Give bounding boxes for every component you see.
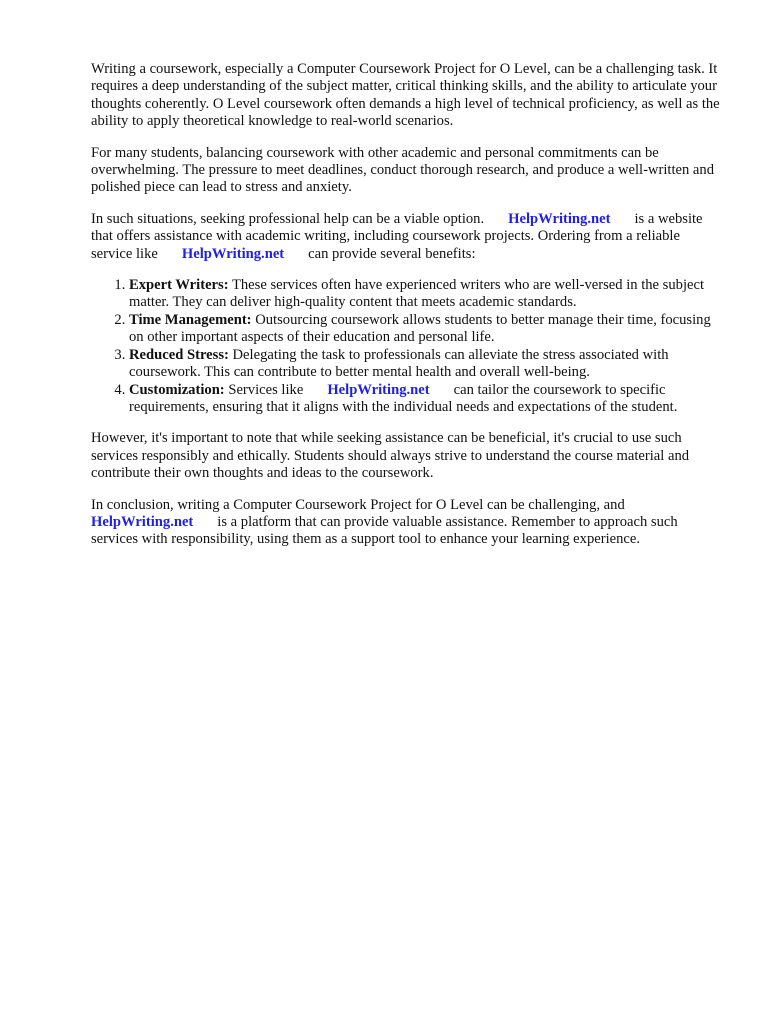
help-paragraph — [91, 211, 723, 263]
document-page — [91, 61, 723, 563]
intro-paragraph: Writing a coursework, especially a Computer Coursework Project for O Level, can be a challenging task. It requires a deep understanding of the subject matter, critical thinking skills, and the ability to articulate your thoughts coherently. O Level coursework often demands a high level of technical proficiency, as well as the ability to apply theoretical knowledge to real-world scenarios. — [91, 61, 720, 130]
caution-paragraph: However, it's important to note that while seeking assistance can be beneficial, it's crucial to use such services responsibly and ethically. Students should always strive to understand the course material and contribute their own thoughts and ideas to the coursework. — [91, 430, 690, 482]
list-item — [129, 347, 723, 382]
benefit-text: Delegating the task to professionals can alleviate the stress associated with coursework. This can contribute to better mental health and overall well-being. — [129, 346, 669, 381]
conclusion-paragraph — [91, 497, 723, 549]
benefit-term: Reduced Stress: — [129, 346, 229, 363]
help-paragraph-text-start: In such situations, seeking professional help can be a viable option. — [91, 210, 485, 227]
benefit-term: Time Management: — [129, 311, 252, 328]
list-item — [129, 277, 723, 312]
pressure-paragraph: For many students, balancing coursework with other academic and personal commitments can be overwhelming. The pressure to meet deadlines, conduct thorough research, and produce a well-written and polished piece can lead to stress and anxiety. — [91, 144, 714, 196]
benefit-term: Expert Writers: — [129, 277, 229, 294]
benefit-term: Customization: — [129, 381, 225, 398]
benefit-text: These services often have experienced writers who are well-versed in the subject matter. They can deliver high-quality content that meets academic standards. — [129, 277, 705, 311]
benefit-text: Outsourcing coursework allows students to better manage their time, focusing on other important aspects of their education and personal life. — [129, 311, 711, 346]
helpwriting-link[interactable]: HelpWriting.net — [508, 210, 611, 227]
helpwriting-link[interactable]: HelpWriting.net — [181, 245, 285, 262]
benefit-text: can tailor the coursework to specific requirements, ensuring that it aligns with the individual needs and expectations of the student. — [129, 381, 678, 415]
conclusion-text-end: is a platform that can provide valuable assistance. Remember to approach such services with responsibility, using them as a support tool to enhance your learning experience. — [91, 513, 678, 548]
helpwriting-link[interactable]: HelpWriting.net — [91, 513, 194, 530]
list-item — [129, 312, 723, 347]
list-item — [129, 382, 723, 417]
benefits-list — [91, 277, 723, 416]
benefit-text: Services like — [228, 381, 304, 398]
helpwriting-link[interactable]: HelpWriting.net — [327, 381, 430, 398]
help-paragraph-text-end: can provide several benefits: — [308, 245, 476, 262]
conclusion-text-start: In conclusion, writing a Computer Coursework Project for O Level can be challenging, and — [91, 496, 625, 513]
help-paragraph-text-middle: is a website that offers assistance with academic writing, including coursework projects. Ordering from a reliable service like — [91, 210, 703, 262]
